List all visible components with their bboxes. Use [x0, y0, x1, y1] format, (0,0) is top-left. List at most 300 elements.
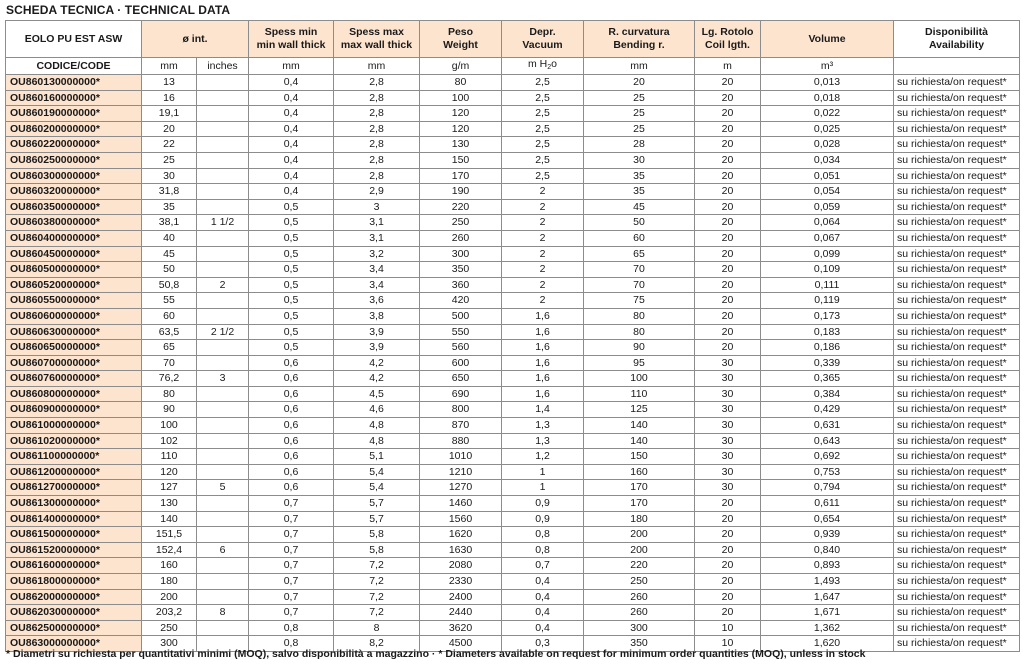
- code-cell: OU860250000000*: [6, 152, 142, 168]
- weight-cell: 100: [420, 90, 502, 106]
- bending-radius-cell: 30: [584, 152, 695, 168]
- table-row: [6, 340, 1020, 356]
- footnote: * Diametri su richiesta per quantitativi minimi (MOQ), salvo disponibilità a magazzino · * Diameters available on request for minimum order quantities (MOQ), unless in stock: [6, 648, 866, 660]
- diameter-inch-cell: 3: [197, 371, 249, 387]
- volume-cell: 0,753: [761, 464, 894, 480]
- wall-max-cell: 4,5: [334, 386, 420, 402]
- wall-max-cell: 7,2: [334, 558, 420, 574]
- weight-cell: 170: [420, 168, 502, 184]
- wall-min-cell: 0,4: [249, 168, 334, 184]
- diameter-mm-cell: 40: [142, 230, 197, 246]
- diameter-inch-cell: [197, 355, 249, 371]
- wall-max-cell: 2,8: [334, 168, 420, 184]
- code-cell: OU862030000000*: [6, 605, 142, 621]
- weight-header: Peso Weight: [420, 21, 502, 58]
- availability-cell: su richiesta/on request*: [894, 184, 1020, 200]
- table-row: [6, 574, 1020, 590]
- vacuum-cell: 1,6: [502, 355, 584, 371]
- coil-length-cell: 20: [695, 168, 761, 184]
- table-row: [6, 402, 1020, 418]
- availability-cell: su richiesta/on request*: [894, 511, 1020, 527]
- code-cell: OU861300000000*: [6, 496, 142, 512]
- vacuum-cell: 1,4: [502, 402, 584, 418]
- vacuum-cell: 1,6: [502, 340, 584, 356]
- code-cell: OU860800000000*: [6, 386, 142, 402]
- volume-cell: 0,384: [761, 386, 894, 402]
- volume-cell: 0,059: [761, 199, 894, 215]
- wall-max-cell: 4,2: [334, 371, 420, 387]
- weight-cell: 80: [420, 75, 502, 91]
- wall-min-cell: 0,8: [249, 620, 334, 636]
- table-row: [6, 293, 1020, 309]
- bending-radius-cell: 170: [584, 480, 695, 496]
- diameter-inch-cell: [197, 121, 249, 137]
- wall-min-cell: 0,6: [249, 371, 334, 387]
- wall-max-header: Spess max max wall thick: [334, 21, 420, 58]
- table-row: [6, 386, 1020, 402]
- volume-cell: 0,109: [761, 262, 894, 278]
- diameter-mm-cell: 130: [142, 496, 197, 512]
- weight-cell: 690: [420, 386, 502, 402]
- weight-cell: 1210: [420, 464, 502, 480]
- diameter-inch-cell: [197, 527, 249, 543]
- coil-length-cell: 20: [695, 558, 761, 574]
- table-row: [6, 75, 1020, 91]
- diameter-mm-cell: 55: [142, 293, 197, 309]
- availability-cell: su richiesta/on request*: [894, 386, 1020, 402]
- wall-min-cell: 0,6: [249, 464, 334, 480]
- vacuum-cell: 2,5: [502, 137, 584, 153]
- weight-cell: 500: [420, 308, 502, 324]
- volume-cell: 0,339: [761, 355, 894, 371]
- wall-max-cell: 4,2: [334, 355, 420, 371]
- table-row: [6, 464, 1020, 480]
- wall-max-cell: 4,6: [334, 402, 420, 418]
- volume-cell: 0,111: [761, 277, 894, 293]
- weight-cell: 1270: [420, 480, 502, 496]
- coil-length-cell: 20: [695, 106, 761, 122]
- volume-cell: 0,013: [761, 75, 894, 91]
- coil-length-cell: 30: [695, 464, 761, 480]
- code-cell: OU861020000000*: [6, 433, 142, 449]
- coil-length-cell: 10: [695, 636, 761, 652]
- coil-length-cell: 20: [695, 152, 761, 168]
- wall-max-cell: 8: [334, 620, 420, 636]
- table-row: [6, 558, 1020, 574]
- wall-max-cell: 3,8: [334, 308, 420, 324]
- wall-max-cell: 3,4: [334, 262, 420, 278]
- wall-min-cell: 0,7: [249, 558, 334, 574]
- availability-cell: su richiesta/on request*: [894, 308, 1020, 324]
- volume-cell: 0,051: [761, 168, 894, 184]
- diameter-mm-cell: 60: [142, 308, 197, 324]
- volume-cell: 0,022: [761, 106, 894, 122]
- wall-max-cell: 5,4: [334, 480, 420, 496]
- diameter-header: ø int.: [142, 21, 249, 58]
- table-row: [6, 106, 1020, 122]
- wall-min-cell: 0,6: [249, 386, 334, 402]
- diameter-mm-cell: 38,1: [142, 215, 197, 231]
- diameter-mm-cell: 22: [142, 137, 197, 153]
- diameter-mm-cell: 50: [142, 262, 197, 278]
- code-cell: OU860900000000*: [6, 402, 142, 418]
- diameter-mm-cell: 300: [142, 636, 197, 652]
- vacuum-cell: 0,4: [502, 605, 584, 621]
- vacuum-cell: 1,6: [502, 371, 584, 387]
- coil-length-cell: 20: [695, 230, 761, 246]
- availability-cell: su richiesta/on request*: [894, 324, 1020, 340]
- weight-cell: 120: [420, 106, 502, 122]
- wall-min-cell: 0,7: [249, 511, 334, 527]
- table-row: [6, 496, 1020, 512]
- availability-cell: su richiesta/on request*: [894, 558, 1020, 574]
- table-row: [6, 152, 1020, 168]
- diameter-inch-cell: [197, 340, 249, 356]
- bending-radius-cell: 25: [584, 106, 695, 122]
- bending-radius-cell: 95: [584, 355, 695, 371]
- wall-min-cell: 0,5: [249, 246, 334, 262]
- wall-min-cell: 0,5: [249, 308, 334, 324]
- coil-length-cell: 20: [695, 324, 761, 340]
- table-row: [6, 277, 1020, 293]
- coil-length-cell: 20: [695, 75, 761, 91]
- diameter-mm-cell: 120: [142, 464, 197, 480]
- wall-max-cell: 5,8: [334, 542, 420, 558]
- vacuum-cell: 2,5: [502, 168, 584, 184]
- volume-cell: 0,186: [761, 340, 894, 356]
- wall-min-cell: 0,5: [249, 230, 334, 246]
- wall-min-cell: 0,6: [249, 449, 334, 465]
- bending-radius-cell: 170: [584, 496, 695, 512]
- vacuum-cell: 1: [502, 480, 584, 496]
- wall-min-cell: 0,7: [249, 574, 334, 590]
- wall-max-cell: 3: [334, 199, 420, 215]
- availability-unit-header: [894, 58, 1020, 75]
- weight-cell: 190: [420, 184, 502, 200]
- wall-min-cell: 0,6: [249, 402, 334, 418]
- weight-cell: 550: [420, 324, 502, 340]
- wall-min-cell: 0,6: [249, 355, 334, 371]
- availability-cell: su richiesta/on request*: [894, 121, 1020, 137]
- coil-length-cell: 30: [695, 480, 761, 496]
- table-row: [6, 433, 1020, 449]
- vacuum-cell: 2: [502, 199, 584, 215]
- vacuum-cell: 0,9: [502, 496, 584, 512]
- diameter-mm-cell: 100: [142, 418, 197, 434]
- code-cell: OU861800000000*: [6, 574, 142, 590]
- vacuum-cell: 2,5: [502, 75, 584, 91]
- wall-min-cell: 0,5: [249, 293, 334, 309]
- vacuum-cell: 2: [502, 215, 584, 231]
- wall-max-cell: 5,7: [334, 511, 420, 527]
- coil-length-cell: 20: [695, 589, 761, 605]
- diameter-inch-cell: [197, 152, 249, 168]
- inches-unit-header: inches: [197, 58, 249, 75]
- vacuum-cell: 0,4: [502, 620, 584, 636]
- diameter-mm-cell: 80: [142, 386, 197, 402]
- weight-cell: 1010: [420, 449, 502, 465]
- table-row: [6, 215, 1020, 231]
- availability-cell: su richiesta/on request*: [894, 605, 1020, 621]
- vacuum-cell: 2,5: [502, 106, 584, 122]
- availability-cell: su richiesta/on request*: [894, 574, 1020, 590]
- volume-header: Volume: [761, 21, 894, 58]
- code-cell: OU863000000000*: [6, 636, 142, 652]
- table-row: [6, 542, 1020, 558]
- availability-cell: su richiesta/on request*: [894, 230, 1020, 246]
- bending-radius-cell: 35: [584, 168, 695, 184]
- volume-cell: 0,064: [761, 215, 894, 231]
- table-row: [6, 262, 1020, 278]
- weight-cell: 2400: [420, 589, 502, 605]
- diameter-mm-cell: 25: [142, 152, 197, 168]
- coil-length-cell: 30: [695, 355, 761, 371]
- table-row: [6, 184, 1020, 200]
- wall-max-cell: 5,4: [334, 464, 420, 480]
- table-row: [6, 371, 1020, 387]
- vacuum-cell: 2,5: [502, 90, 584, 106]
- diameter-inch-cell: [197, 574, 249, 590]
- vacuum-cell: 1,3: [502, 418, 584, 434]
- weight-cell: 3620: [420, 620, 502, 636]
- bending-radius-cell: 25: [584, 90, 695, 106]
- diameter-inch-cell: [197, 386, 249, 402]
- coil-length-cell: 30: [695, 433, 761, 449]
- code-cell: OU860300000000*: [6, 168, 142, 184]
- volume-cell: 0,067: [761, 230, 894, 246]
- diameter-inch-cell: [197, 230, 249, 246]
- diameter-inch-cell: [197, 464, 249, 480]
- code-cell: OU860700000000*: [6, 355, 142, 371]
- wall-min-cell: 0,7: [249, 605, 334, 621]
- code-cell: OU860450000000*: [6, 246, 142, 262]
- diameter-mm-cell: 250: [142, 620, 197, 636]
- code-cell: OU860400000000*: [6, 230, 142, 246]
- diameter-mm-cell: 16: [142, 90, 197, 106]
- code-cell: OU860350000000*: [6, 199, 142, 215]
- volume-cell: 1,362: [761, 620, 894, 636]
- vacuum-cell: 2,5: [502, 121, 584, 137]
- weight-cell: 260: [420, 230, 502, 246]
- diameter-mm-cell: 151,5: [142, 527, 197, 543]
- coil-length-cell: 20: [695, 574, 761, 590]
- vacuum-cell: 2: [502, 230, 584, 246]
- wall-min-cell: 0,7: [249, 589, 334, 605]
- wall-max-cell: 8,2: [334, 636, 420, 652]
- volume-cell: 0,840: [761, 542, 894, 558]
- availability-cell: su richiesta/on request*: [894, 90, 1020, 106]
- header-row: [6, 21, 1020, 58]
- weight-cell: 220: [420, 199, 502, 215]
- wall-max-cell: 2,8: [334, 152, 420, 168]
- wall-max-cell: 2,8: [334, 75, 420, 91]
- diameter-mm-cell: 140: [142, 511, 197, 527]
- volume-cell: 0,119: [761, 293, 894, 309]
- diameter-mm-cell: 65: [142, 340, 197, 356]
- diameter-inch-cell: [197, 511, 249, 527]
- wall-max-cell: 3,2: [334, 246, 420, 262]
- bending-radius-cell: 260: [584, 605, 695, 621]
- code-cell: OU860760000000*: [6, 371, 142, 387]
- diameter-mm-cell: 200: [142, 589, 197, 605]
- vacuum-header: Depr. Vacuum: [502, 21, 584, 58]
- vacuum-cell: 2: [502, 277, 584, 293]
- bending-radius-cell: 80: [584, 308, 695, 324]
- bending-radius-cell: 60: [584, 230, 695, 246]
- wall-max-cell: 5,8: [334, 527, 420, 543]
- code-unit-header: CODICE/CODE: [6, 58, 142, 75]
- table-row: [6, 449, 1020, 465]
- wall-min-cell: 0,4: [249, 106, 334, 122]
- wall-min-cell: 0,4: [249, 90, 334, 106]
- availability-header: Disponibilità Availability: [894, 21, 1020, 58]
- diameter-mm-cell: 63,5: [142, 324, 197, 340]
- availability-cell: su richiesta/on request*: [894, 168, 1020, 184]
- wall-max-cell: 3,1: [334, 215, 420, 231]
- wall-min-cell: 0,6: [249, 433, 334, 449]
- bending-radius-cell: 300: [584, 620, 695, 636]
- code-cell: OU861500000000*: [6, 527, 142, 543]
- coil-length-cell: 20: [695, 605, 761, 621]
- diameter-inch-cell: 1 1/2: [197, 215, 249, 231]
- table-row: [6, 355, 1020, 371]
- vacuum-cell: 1,6: [502, 386, 584, 402]
- wall-min-cell: 0,7: [249, 496, 334, 512]
- weight-cell: 2330: [420, 574, 502, 590]
- table-row: [6, 121, 1020, 137]
- weight-cell: 870: [420, 418, 502, 434]
- diameter-inch-cell: [197, 90, 249, 106]
- wall-min-cell: 0,4: [249, 121, 334, 137]
- code-cell: OU860600000000*: [6, 308, 142, 324]
- code-cell: OU860630000000*: [6, 324, 142, 340]
- bending-radius-cell: 140: [584, 433, 695, 449]
- availability-cell: su richiesta/on request*: [894, 620, 1020, 636]
- diameter-inch-cell: [197, 293, 249, 309]
- bending-radius-cell: 200: [584, 542, 695, 558]
- volume-cell: 0,365: [761, 371, 894, 387]
- bending-radius-cell: 70: [584, 277, 695, 293]
- diameter-mm-cell: 127: [142, 480, 197, 496]
- diameter-inch-cell: 8: [197, 605, 249, 621]
- table-row: [6, 199, 1020, 215]
- availability-cell: su richiesta/on request*: [894, 106, 1020, 122]
- weight-cell: 560: [420, 340, 502, 356]
- diameter-inch-cell: 5: [197, 480, 249, 496]
- volume-unit-header: m³: [761, 58, 894, 75]
- bending-radius-cell: 150: [584, 449, 695, 465]
- bending-radius-cell: 65: [584, 246, 695, 262]
- wall-min-cell: 0,5: [249, 215, 334, 231]
- table-row: [6, 589, 1020, 605]
- diameter-inch-cell: [197, 449, 249, 465]
- availability-cell: su richiesta/on request*: [894, 433, 1020, 449]
- code-cell: OU862500000000*: [6, 620, 142, 636]
- wall-max-cell: 7,2: [334, 605, 420, 621]
- vacuum-cell: 1,3: [502, 433, 584, 449]
- diameter-mm-cell: 110: [142, 449, 197, 465]
- diameter-mm-cell: 160: [142, 558, 197, 574]
- code-cell: OU860130000000*: [6, 75, 142, 91]
- wall-min-cell: 0,4: [249, 75, 334, 91]
- weight-cell: 360: [420, 277, 502, 293]
- coil-length-cell: 20: [695, 511, 761, 527]
- availability-cell: su richiesta/on request*: [894, 137, 1020, 153]
- coil-length-cell: 30: [695, 402, 761, 418]
- diameter-mm-cell: 90: [142, 402, 197, 418]
- wall-max-cell: 2,8: [334, 137, 420, 153]
- table-row: [6, 137, 1020, 153]
- table-row: [6, 511, 1020, 527]
- diameter-mm-cell: 13: [142, 75, 197, 91]
- code-cell: OU860320000000*: [6, 184, 142, 200]
- bending-radius-cell: 20: [584, 75, 695, 91]
- vacuum-cell: 1,6: [502, 324, 584, 340]
- bending-radius-cell: 80: [584, 324, 695, 340]
- diameter-inch-cell: [197, 402, 249, 418]
- code-cell: OU860190000000*: [6, 106, 142, 122]
- wall-max-cell: 2,9: [334, 184, 420, 200]
- bending-radius-header: R. curvatura Bending r.: [584, 21, 695, 58]
- bending-unit-header: mm: [584, 58, 695, 75]
- technical-data-table: [5, 20, 1020, 652]
- weight-cell: 1460: [420, 496, 502, 512]
- bending-radius-cell: 260: [584, 589, 695, 605]
- diameter-mm-cell: 50,8: [142, 277, 197, 293]
- diameter-inch-cell: [197, 308, 249, 324]
- availability-cell: su richiesta/on request*: [894, 277, 1020, 293]
- diameter-inch-cell: [197, 246, 249, 262]
- vacuum-cell: 1,2: [502, 449, 584, 465]
- diameter-inch-cell: 2: [197, 277, 249, 293]
- vacuum-cell: 2,5: [502, 152, 584, 168]
- bending-radius-cell: 75: [584, 293, 695, 309]
- table-row: [6, 308, 1020, 324]
- coil-length-cell: 20: [695, 90, 761, 106]
- code-cell: OU860650000000*: [6, 340, 142, 356]
- bending-radius-cell: 100: [584, 371, 695, 387]
- weight-unit-header: g/m: [420, 58, 502, 75]
- availability-cell: su richiesta/on request*: [894, 589, 1020, 605]
- code-cell: OU860220000000*: [6, 137, 142, 153]
- bending-radius-cell: 125: [584, 402, 695, 418]
- diameter-inch-cell: [197, 418, 249, 434]
- availability-cell: su richiesta/on request*: [894, 371, 1020, 387]
- wall-max-cell: 4,8: [334, 433, 420, 449]
- coil-length-cell: 20: [695, 293, 761, 309]
- weight-cell: 2440: [420, 605, 502, 621]
- vacuum-cell: 1,6: [502, 308, 584, 324]
- wall-max-cell: 5,1: [334, 449, 420, 465]
- availability-cell: su richiesta/on request*: [894, 75, 1020, 91]
- vacuum-cell: 2: [502, 262, 584, 278]
- coil-length-cell: 20: [695, 215, 761, 231]
- wall-min-cell: 0,8: [249, 636, 334, 652]
- diameter-inch-cell: [197, 558, 249, 574]
- availability-cell: su richiesta/on request*: [894, 636, 1020, 652]
- weight-cell: 4500: [420, 636, 502, 652]
- volume-cell: 0,054: [761, 184, 894, 200]
- coil-length-cell: 20: [695, 496, 761, 512]
- availability-cell: su richiesta/on request*: [894, 215, 1020, 231]
- diameter-mm-cell: 203,2: [142, 605, 197, 621]
- coil-length-cell: 10: [695, 620, 761, 636]
- bending-radius-cell: 45: [584, 199, 695, 215]
- weight-cell: 130: [420, 137, 502, 153]
- vacuum-cell: 1: [502, 464, 584, 480]
- code-cell: OU861600000000*: [6, 558, 142, 574]
- code-cell: OU861520000000*: [6, 542, 142, 558]
